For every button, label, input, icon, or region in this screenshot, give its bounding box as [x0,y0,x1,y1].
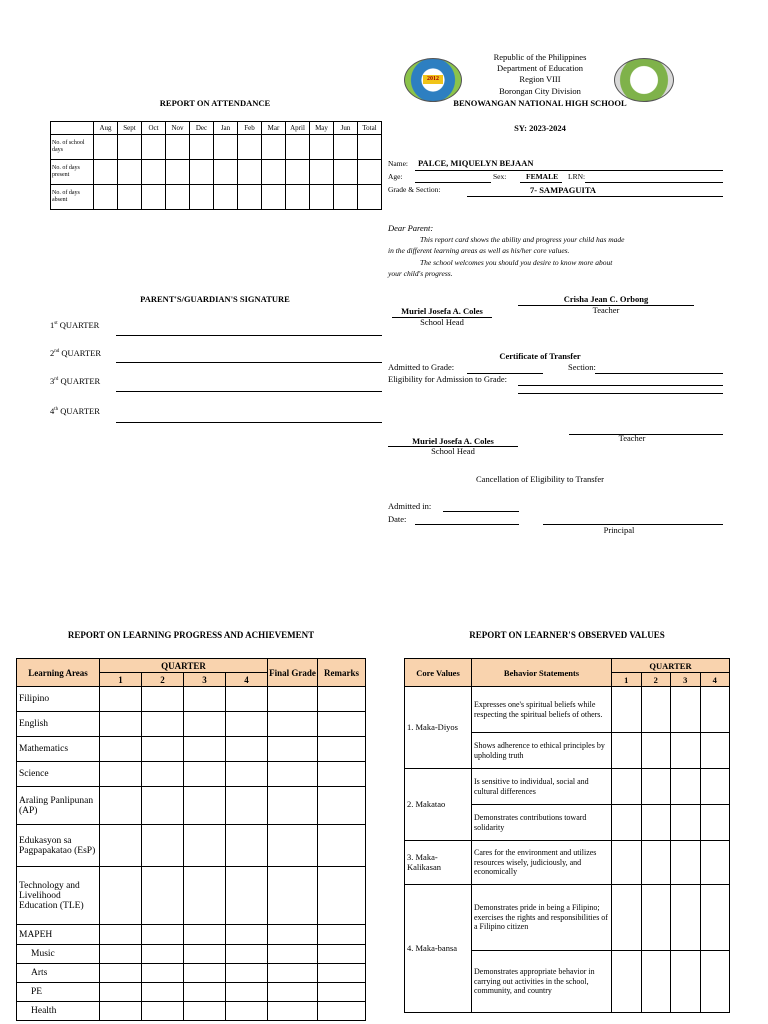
attendance-cell[interactable] [94,185,118,210]
month-header: Aug [94,122,118,135]
quarter-num: 2 [50,348,55,358]
remarks-cell[interactable] [318,1002,366,1021]
final-grade-cell[interactable] [268,983,318,1002]
attendance-title: REPORT ON ATTENDANCE [159,98,271,108]
quarter-word: QUARTER [61,348,102,358]
month-header: May [310,122,334,135]
attendance-cell[interactable] [286,160,310,185]
month-header: Total [358,122,382,135]
grade-cell[interactable] [142,925,184,945]
age-line[interactable] [415,182,491,183]
month-header: Oct [142,122,166,135]
quarter-header: QUARTER [100,659,268,673]
remarks-cell[interactable] [318,925,366,945]
header-region: Region VIII [519,74,561,84]
remarks-cell[interactable] [318,787,366,825]
certificate-title: Certificate of Transfer [499,351,581,361]
quarter-num: 1 [50,320,55,330]
attendance-cell[interactable] [118,160,142,185]
school-head-title: School Head [420,317,464,327]
learning-subarea: Health [17,1002,100,1021]
grade-cell[interactable] [100,787,142,825]
learning-area: Science [17,762,100,787]
grade-cell[interactable] [100,712,142,737]
grade-cell[interactable] [100,964,142,983]
quarter-sup: th [54,407,59,413]
learning-subarea: PE [17,983,100,1002]
header-division: Borongan City Division [499,86,581,96]
value-rating-cell[interactable] [641,769,671,805]
student-name: PALCE, MIQUELYN BEJAAN [418,158,534,168]
quarter-2-signature-line[interactable] [116,362,382,363]
value-rating-cell[interactable] [612,769,642,805]
quarter-word: QUARTER [59,320,100,330]
value-rating-cell[interactable] [671,769,701,805]
attendance-cell[interactable] [238,185,262,210]
attendance-cell[interactable] [262,185,286,210]
quarter-num-header: 4 [226,673,268,687]
grade-section-label: Grade & Section: [388,185,441,194]
attendance-table [50,121,382,210]
attendance-cell[interactable] [310,160,334,185]
core-value-name: Makatao [415,798,446,809]
attendance-cell[interactable] [238,135,262,160]
remarks-cell[interactable] [318,737,366,762]
value-rating-cell[interactable] [612,805,642,841]
attendance-cell[interactable] [142,135,166,160]
value-rating-cell[interactable] [671,841,701,885]
grade-cell[interactable] [142,1002,184,1021]
letter-p1a: This report card shows the ability and progress your child has made [420,235,625,244]
month-header: Mar [262,122,286,135]
values-quarter-num: 2 [641,673,671,687]
remarks-cell[interactable] [318,983,366,1002]
grade-cell[interactable] [226,712,268,737]
value-rating-cell[interactable] [641,733,671,769]
quarter-1-signature-line[interactable] [116,335,382,336]
grade-cell[interactable] [226,925,268,945]
attendance-cell[interactable] [310,185,334,210]
grade-cell[interactable] [100,945,142,964]
final-grade-cell[interactable] [268,687,318,712]
grade-section-line [467,196,723,197]
attendance-cell[interactable] [142,160,166,185]
month-header: Jun [334,122,358,135]
learning-area: Araling Panlipunan (AP) [17,787,100,825]
remarks-cell[interactable] [318,712,366,737]
learning-area: Edukasyon sa Pagpapakatao (EsP) [17,825,100,867]
quarter-word: QUARTER [60,376,101,386]
attendance-cell[interactable] [334,185,358,210]
core-value-name: Maka-Kalikasan [407,852,441,872]
values-quarter-num: 4 [700,673,730,687]
core-value-num: 1. [407,721,414,732]
grade-cell[interactable] [184,787,226,825]
quarter-sup: st [54,321,58,327]
values-quarter-header: QUARTER [612,659,730,673]
behavior-statement: Is sensitive to individual, social and cultural differences [472,769,612,805]
value-rating-cell[interactable] [671,687,701,733]
remarks-cell[interactable] [318,945,366,964]
quarter-num-header: 3 [184,673,226,687]
value-rating-cell[interactable] [641,687,671,733]
attendance-cell[interactable] [94,160,118,185]
attendance-cell[interactable] [190,185,214,210]
attendance-cell[interactable] [118,135,142,160]
attendance-cell[interactable] [262,135,286,160]
value-rating-cell[interactable] [641,805,671,841]
core-value-num: 3. [407,852,414,862]
grade-cell[interactable] [142,964,184,983]
core-values-header: Core Values [405,659,472,687]
attendance-cell[interactable] [334,160,358,185]
learning-area: Mathematics [17,737,100,762]
letter-p2b: your child's progress. [388,269,453,278]
grade-cell[interactable] [184,825,226,867]
grade-cell[interactable] [226,867,268,925]
grade-cell[interactable] [226,687,268,712]
attendance-cell[interactable] [94,135,118,160]
final-grade-cell[interactable] [268,964,318,983]
admitted-in-line[interactable] [443,511,519,512]
grade-cell[interactable] [184,712,226,737]
letter-p2a: The school welcomes you should you desire to know more about [420,258,613,267]
quarter-num-header: 1 [100,673,142,687]
value-rating-cell[interactable] [641,841,671,885]
quarter-num-header: 2 [142,673,184,687]
admitted-in-label: Admitted in: [388,501,432,511]
core-value [405,769,472,841]
month-header: April [286,122,310,135]
final-grade-cell[interactable] [268,787,318,825]
grade-cell[interactable] [184,983,226,1002]
final-grade-cell[interactable] [268,825,318,867]
attendance-cell[interactable] [358,185,382,210]
grade-cell[interactable] [142,945,184,964]
value-rating-cell[interactable] [700,841,730,885]
name-label: Name: [388,159,408,168]
value-rating-cell[interactable] [700,951,730,1013]
attendance-cell[interactable] [334,135,358,160]
eligibility-line[interactable] [518,385,723,386]
principal-title: Principal [603,525,635,535]
date-label: Date: [388,514,407,524]
grade-cell[interactable] [226,825,268,867]
grade-cell[interactable] [184,762,226,787]
behavior-statement: Demonstrates pride in being a Filipino; exercises the rights and responsibilities of a Filipino citizen [472,885,612,951]
section-line[interactable] [595,373,723,374]
school-name: BENOWANGAN NATIONAL HIGH SCHOOL [453,98,627,108]
attendance-cell[interactable] [214,185,238,210]
value-rating-cell[interactable] [612,841,642,885]
behavior-statement: Demonstrates contributions toward solidarity [472,805,612,841]
attendance-cell[interactable] [190,135,214,160]
remarks-cell[interactable] [318,762,366,787]
quarter-4-signature-line[interactable] [116,422,382,423]
attendance-cell[interactable] [286,135,310,160]
grade-cell[interactable] [184,925,226,945]
learning-title: REPORT ON LEARNING PROGRESS AND ACHIEVEMENT [67,630,315,640]
grade-cell[interactable] [184,867,226,925]
sex-line [520,182,562,183]
teacher-name: Crisha Jean C. Orbong [563,294,649,304]
final-grade-cell[interactable] [268,762,318,787]
grade-cell[interactable] [226,983,268,1002]
learning-area: Filipino [17,687,100,712]
attendance-cell[interactable] [358,160,382,185]
grade-cell[interactable] [184,945,226,964]
lrn-line[interactable] [585,182,723,183]
value-rating-cell[interactable] [700,769,730,805]
quarter-num: 4 [50,406,55,416]
grade-cell[interactable] [100,983,142,1002]
letter-p1b: in the different learning areas as well as his/her core values. [388,246,570,255]
age-label: Age: [388,172,403,181]
blank-line [518,393,723,394]
school-head-name: Muriel Josefa A. Coles [401,306,483,316]
attendance-cell[interactable] [166,160,190,185]
value-rating-cell[interactable] [641,885,671,951]
attendance-cell[interactable] [214,135,238,160]
behavior-statement: Cares for the environment and utilizes resources wisely, judiciously, and economically [472,841,612,885]
name-line [415,170,723,171]
grade-cell[interactable] [142,825,184,867]
learning-subarea: Arts [17,964,100,983]
grade-cell[interactable] [142,762,184,787]
quarter-1-label [50,320,99,330]
attendance-row-label: No. of school days [51,135,94,160]
core-value-name: Maka-bansa [415,942,458,953]
quarter-sup: rd [54,377,59,383]
grade-cell[interactable] [226,1002,268,1021]
final-grade-cell[interactable] [268,1002,318,1021]
transfer-head-title: School Head [431,446,475,456]
seal-year-badge: 2012 [423,75,443,84]
behavior-header: Behavior Statements [472,659,612,687]
grade-cell[interactable] [100,737,142,762]
grade-cell[interactable] [100,867,142,925]
final-grade-cell[interactable] [268,712,318,737]
quarter-4-label [50,406,100,416]
core-value-num: 2. [407,798,414,809]
core-value [405,687,472,769]
learning-area: MAPEH [17,925,100,945]
quarter-3-signature-line[interactable] [116,391,382,392]
value-rating-cell[interactable] [641,951,671,1013]
learning-table [16,658,366,1021]
attendance-cell[interactable] [238,160,262,185]
quarter-2-label [50,348,101,358]
grade-cell[interactable] [184,964,226,983]
letter-greeting: Dear Parent: [388,223,434,233]
behavior-statement: Shows adherence to ethical principles by upholding truth [472,733,612,769]
attendance-row-label: No. of days absent [51,185,94,210]
grade-cell[interactable] [100,1002,142,1021]
behavior-statement: Demonstrates appropriate behavior in carrying out activities in the school, community, and country [472,951,612,1013]
grade-cell[interactable] [184,737,226,762]
learning-area: Technology and Livelihood Education (TLE) [17,867,100,925]
attendance-cell[interactable] [310,135,334,160]
attendance-cell[interactable] [142,185,166,210]
grade-cell[interactable] [142,737,184,762]
value-rating-cell[interactable] [612,687,642,733]
date-line[interactable] [415,524,519,525]
value-rating-cell[interactable] [671,805,701,841]
final-grade-cell[interactable] [268,945,318,964]
grade-cell[interactable] [226,945,268,964]
attendance-cell[interactable] [262,160,286,185]
value-rating-cell[interactable] [612,885,642,951]
final-grade-cell[interactable] [268,737,318,762]
student-sex: FEMALE [526,172,559,181]
learning-subarea: Music [17,945,100,964]
month-header: Jan [214,122,238,135]
attendance-cell[interactable] [166,185,190,210]
grade-cell[interactable] [184,1002,226,1021]
parent-signature-title: PARENT'S/GUARDIAN'S SIGNATURE [140,294,290,304]
learning-areas-header: Learning Areas [17,659,100,687]
value-rating-cell[interactable] [700,687,730,733]
attendance-corner [51,122,94,135]
attendance-cell[interactable] [286,185,310,210]
attendance-cell[interactable] [118,185,142,210]
grade-cell[interactable] [142,687,184,712]
value-rating-cell[interactable] [612,951,642,1013]
grade-cell[interactable] [142,983,184,1002]
value-rating-cell[interactable] [671,951,701,1013]
transfer-teacher-title: Teacher [618,433,646,443]
values-quarter-num: 3 [671,673,701,687]
month-header: Sept [118,122,142,135]
admitted-grade-label: Admitted to Grade: [388,362,455,372]
sex-label: Sex: [493,172,507,181]
learning-area: English [17,712,100,737]
header-deped: Department of Education [497,63,583,73]
value-rating-cell[interactable] [671,885,701,951]
values-title: REPORT ON LEARNER'S OBSERVED VALUES [469,630,665,640]
value-rating-cell[interactable] [700,805,730,841]
value-rating-cell[interactable] [700,733,730,769]
attendance-cell[interactable] [190,160,214,185]
cancellation-title: Cancellation of Eligibility to Transfer [476,474,604,484]
core-value-name: Maka-Diyos [415,721,458,732]
grade-cell[interactable] [142,787,184,825]
grade-cell[interactable] [142,867,184,925]
month-header: Nov [166,122,190,135]
grade-cell[interactable] [100,687,142,712]
grade-cell[interactable] [226,737,268,762]
lrn-label: LRN: [568,172,586,181]
grade-cell[interactable] [226,762,268,787]
final-grade-cell[interactable] [268,925,318,945]
quarter-word: QUARTER [60,406,100,416]
core-value [405,885,472,1013]
quarter-sup: nd [54,349,60,355]
grade-cell[interactable] [142,712,184,737]
eligibility-label: Eligibility for Admission to Grade: [388,374,507,384]
grade-cell[interactable] [100,825,142,867]
grade-cell[interactable] [100,762,142,787]
values-table [404,658,730,1013]
grade-cell[interactable] [226,787,268,825]
school-year: SY: 2023-2024 [514,123,566,133]
attendance-cell[interactable] [358,135,382,160]
value-rating-cell[interactable] [700,885,730,951]
quarter-3-label [50,376,100,386]
core-value-num: 4. [407,942,414,953]
grade-cell[interactable] [184,687,226,712]
quarter-num: 3 [50,376,55,386]
remarks-cell[interactable] [318,867,366,925]
value-rating-cell[interactable] [671,733,701,769]
grade-cell[interactable] [100,925,142,945]
grade-cell[interactable] [226,964,268,983]
teacher-title: Teacher [592,305,620,315]
remarks-cell[interactable] [318,964,366,983]
core-value [405,841,472,885]
month-header: Dec [190,122,214,135]
section-label: Section: [568,362,596,372]
month-header: Feb [238,122,262,135]
remarks-header: Remarks [318,659,366,687]
final-grade-header: Final Grade [268,659,318,687]
remarks-cell[interactable] [318,687,366,712]
student-grade-section: 7- SAMPAGUITA [530,185,597,195]
behavior-statement: Expresses one's spiritual beliefs while respecting the spiritual beliefs of others. [472,687,612,733]
final-grade-cell[interactable] [268,867,318,925]
transfer-head-name: Muriel Josefa A. Coles [412,436,494,446]
values-quarter-num: 1 [612,673,642,687]
attendance-cell[interactable] [166,135,190,160]
header-republic: Republic of the Philippines [493,52,587,62]
value-rating-cell[interactable] [612,733,642,769]
attendance-cell[interactable] [214,160,238,185]
remarks-cell[interactable] [318,825,366,867]
attendance-row-label: No. of days present [51,160,94,185]
